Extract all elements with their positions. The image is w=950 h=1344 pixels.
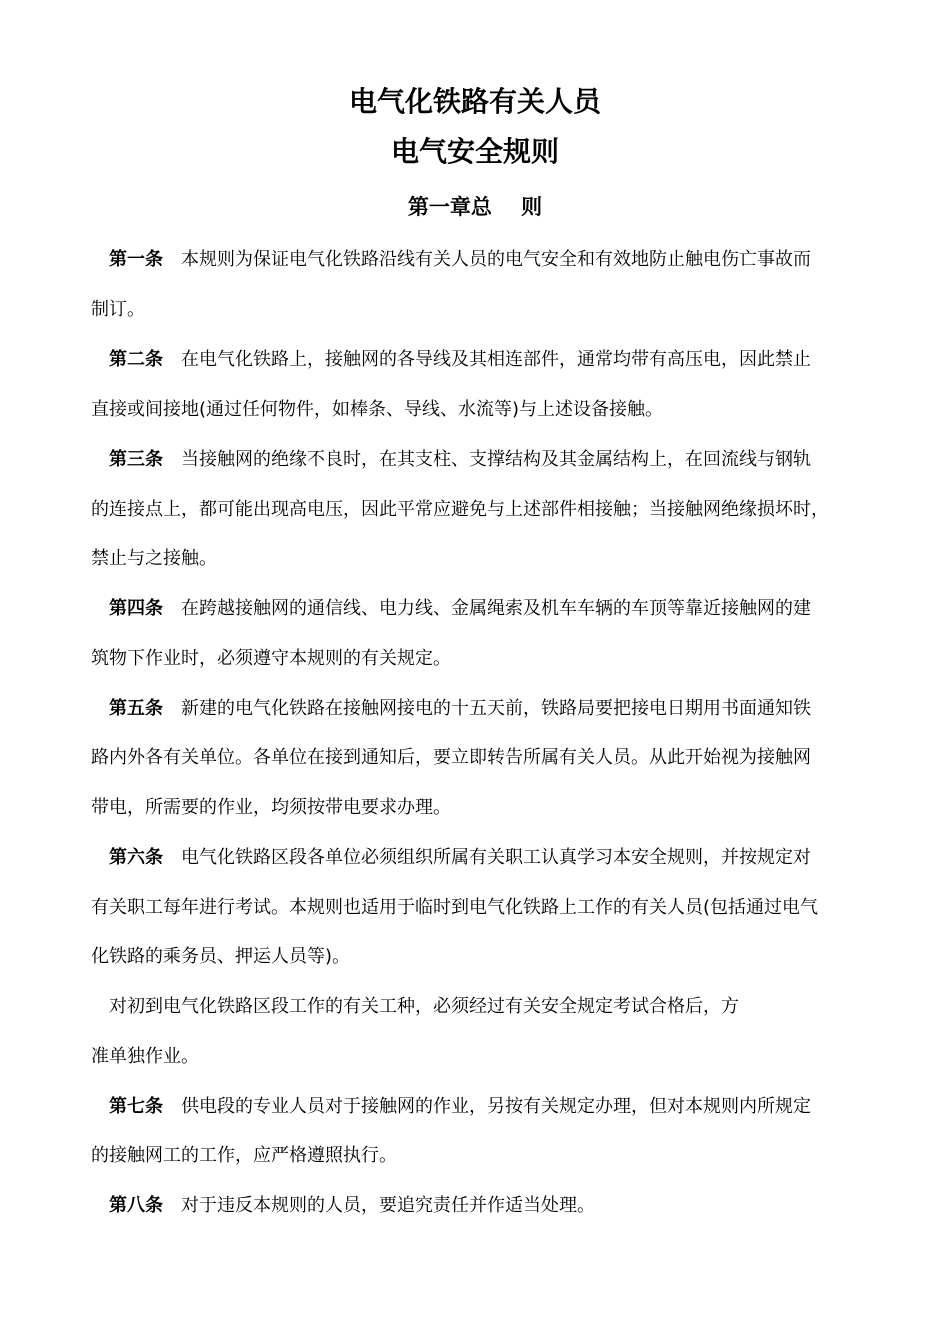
article-text: 新建的电气化铁路在接触网接电的十五天前，铁路局要把接电日期用书面通知铁 (181, 698, 811, 719)
article-text: 电气化铁路区段各单位必须组织所属有关职工认真学习本安全规则，并按规定对 (181, 847, 811, 868)
document-title-line-1: 电气化铁路有关人员 (348, 85, 601, 118)
article-7-line-1 (109, 1092, 889, 1122)
article-1-label: 第一条 (109, 249, 163, 270)
article-text: 供电段的专业人员对于接触网的作业，另按有关规定办理，但对本规则内所规定 (181, 1096, 811, 1117)
article-5-line-3: 带电，所需要的作业，均须按带电要求办理。 (91, 797, 451, 818)
article-7-label: 第七条 (109, 1096, 163, 1117)
article-text: 对于违反本规则的人员，要追究责任并作适当处理。 (181, 1195, 595, 1216)
article-4-label: 第四条 (109, 598, 163, 619)
article-8-line-1 (109, 1191, 889, 1221)
article-6-line-2: 有关职工每年进行考试。本规则也适用于临时到电气化铁路上工作的有关人员(包括通过电气 (91, 897, 819, 918)
article-3-label: 第三条 (109, 449, 163, 470)
article-1-line-2: 制订。 (91, 299, 145, 320)
article-text: 当接触网的绝缘不良时，在其支柱、支撑结构及其金属结构上，在回流线与钢轨 (181, 449, 811, 470)
article-6-label: 第六条 (109, 847, 163, 868)
article-8-label: 第八条 (109, 1195, 163, 1216)
article-text: 在电气化铁路上，接触网的各导线及其相连部件，通常均带有高压电，因此禁止 (181, 349, 811, 370)
supplement-line-1: 对初到电气化铁路区段工作的有关工种，必须经过有关安全规定考试合格后，方 (109, 996, 739, 1017)
article-7-line-2: 的接触网工的工作，应严格遵照执行。 (91, 1145, 397, 1166)
article-4-line-1 (109, 594, 889, 624)
article-3-line-1 (109, 445, 889, 475)
supplement-line-2: 准单独作业。 (91, 1046, 199, 1067)
article-2-line-2: 直接或间接地(通过任何物件，如棒条、导线、水流等)与上述设备接触。 (91, 399, 664, 420)
article-text: 本规则为保证电气化铁路沿线有关人员的电气安全和有效地防止触电伤亡事故而 (181, 249, 811, 270)
article-3-line-3: 禁止与之接触。 (91, 548, 217, 569)
article-5-line-2: 路内外各有关单位。各单位在接到通知后，要立即转告所属有关人员。从此开始视为接触网 (91, 747, 811, 768)
article-2-line-1 (109, 345, 889, 375)
article-5-label: 第五条 (109, 698, 163, 719)
article-6-line-1 (109, 843, 889, 873)
article-6-line-3: 化铁路的乘务员、押运人员等)。 (91, 946, 351, 967)
article-4-line-2: 筑物下作业时，必须遵守本规则的有关规定。 (91, 648, 451, 669)
article-text: 在跨越接触网的通信线、电力线、金属绳索及机车车辆的车顶等靠近接触网的建 (181, 598, 811, 619)
document-title-line-2: 电气安全规则 (390, 135, 559, 168)
article-1-line-1 (109, 245, 889, 275)
article-2-label: 第二条 (109, 349, 163, 370)
article-3-line-2: 的连接点上，都可能出现高电压，因此平常应避免与上述部件相接触；当接触网绝缘损坏时， (91, 499, 829, 520)
chapter-heading: 第一章总 则 (407, 195, 543, 219)
article-5-line-1 (109, 694, 889, 724)
